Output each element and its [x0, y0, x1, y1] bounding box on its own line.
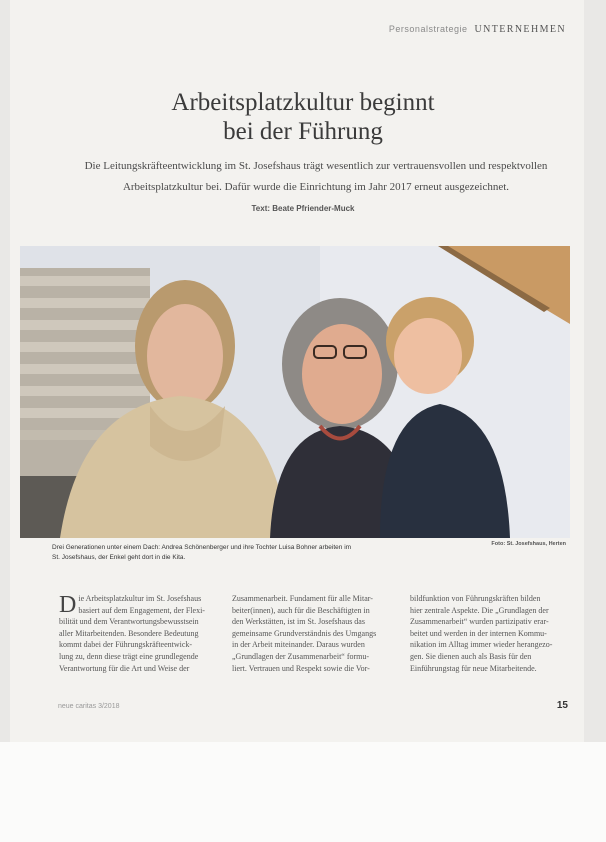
body-line: Zusammenarbeit“ wurden partizipativ erar-	[410, 617, 549, 627]
body-line: gen. Sie dienen auch als Basis für den	[410, 651, 532, 661]
body-line: bildfunktion von Führungskräften bilden	[410, 594, 541, 603]
title-line-1: Arbeitsplatzkultur beginnt	[171, 89, 435, 116]
section-label: UNTERNEHMEN	[474, 24, 566, 35]
body-line: Einführungstag für neue Mitarbeitende.	[410, 663, 537, 673]
article-photo	[20, 246, 570, 538]
body-column-1	[59, 593, 217, 674]
title-line-2: bei der Führung	[223, 118, 383, 145]
body-line: nikation im Alltag immer wieder herangezo-	[410, 640, 553, 650]
body-line: „Grundlagen der Zusammenarbeit“ formu-	[232, 651, 370, 661]
body-line: liert. Vertrauen und Respekt sowie die Vor-	[232, 663, 370, 673]
section-kicker	[389, 24, 566, 35]
issue-label: neue caritas 3/2018	[58, 703, 120, 710]
body-line: gemeinsame Grundverständnis des Umgangs	[232, 628, 377, 638]
drop-cap: D	[59, 592, 77, 618]
body-line: kommt dabei der Führungskräfteentwick-	[59, 640, 193, 650]
body-line: den Werkstätten, ist im St. Josefshaus das	[232, 617, 365, 627]
body-line: beiter(innen), auch für die Beschäftigten in	[232, 605, 370, 615]
kicker-subtitle: Personalstrategie	[388, 24, 468, 34]
page-margin	[0, 742, 606, 842]
body-line: hier zentrale Aspekte. Die „Grundlagen der	[410, 605, 549, 615]
photo-caption	[52, 543, 422, 563]
article-lead	[56, 156, 576, 198]
family-portrait-image	[20, 246, 570, 538]
body-line: bilität und dem Verantwortungsbewusstsein	[59, 617, 199, 627]
photo-credit: Foto: St. Josefshaus, Herten	[491, 541, 566, 547]
lead-line-2: Arbeitsplatzkultur bei. Dafür wurde die Einrichtung im Jahr 2017 erneut ausgezeichnet.	[122, 181, 510, 193]
caption-line-2: St. Josefshaus, der Enkel geht dort in die Kita.	[52, 554, 186, 561]
body-line: Zusammenarbeit. Fundament für alle Mitar-	[232, 594, 373, 603]
body-line: basiert auf dem Engagement, der Flexi-	[78, 605, 205, 615]
body-line: Verantwortung für die Art und Weise der	[59, 663, 190, 673]
body-line: lung zu, denn diese trägt eine grundlegende	[59, 651, 199, 661]
body-line: in der Arbeit miteinander. Daraus wurden	[232, 640, 365, 650]
caption-line-1: Drei Generationen unter einem Dach: Andrea Schönenberger und ihre Tochter Luisa Bohner arbeiten im	[52, 544, 352, 551]
lead-line-1: Die Leitungskräfteentwicklung im St. Josefshaus trägt wesentlich zur vertrauensvollen und respektvollen	[84, 160, 548, 172]
page-number: 15	[556, 700, 568, 711]
body-line: ie Arbeitsplatzkultur im St. Josefshaus	[78, 594, 202, 603]
byline: Text: Beate Pfriender-Muck	[251, 204, 355, 213]
body-line: beitet und werden in der internen Kommu-	[410, 628, 547, 638]
body-line: aller Mitarbeitenden. Besondere Bedeutung	[59, 628, 199, 638]
body-column-3	[410, 593, 570, 674]
article-title	[0, 88, 606, 146]
body-column-2	[232, 593, 392, 674]
